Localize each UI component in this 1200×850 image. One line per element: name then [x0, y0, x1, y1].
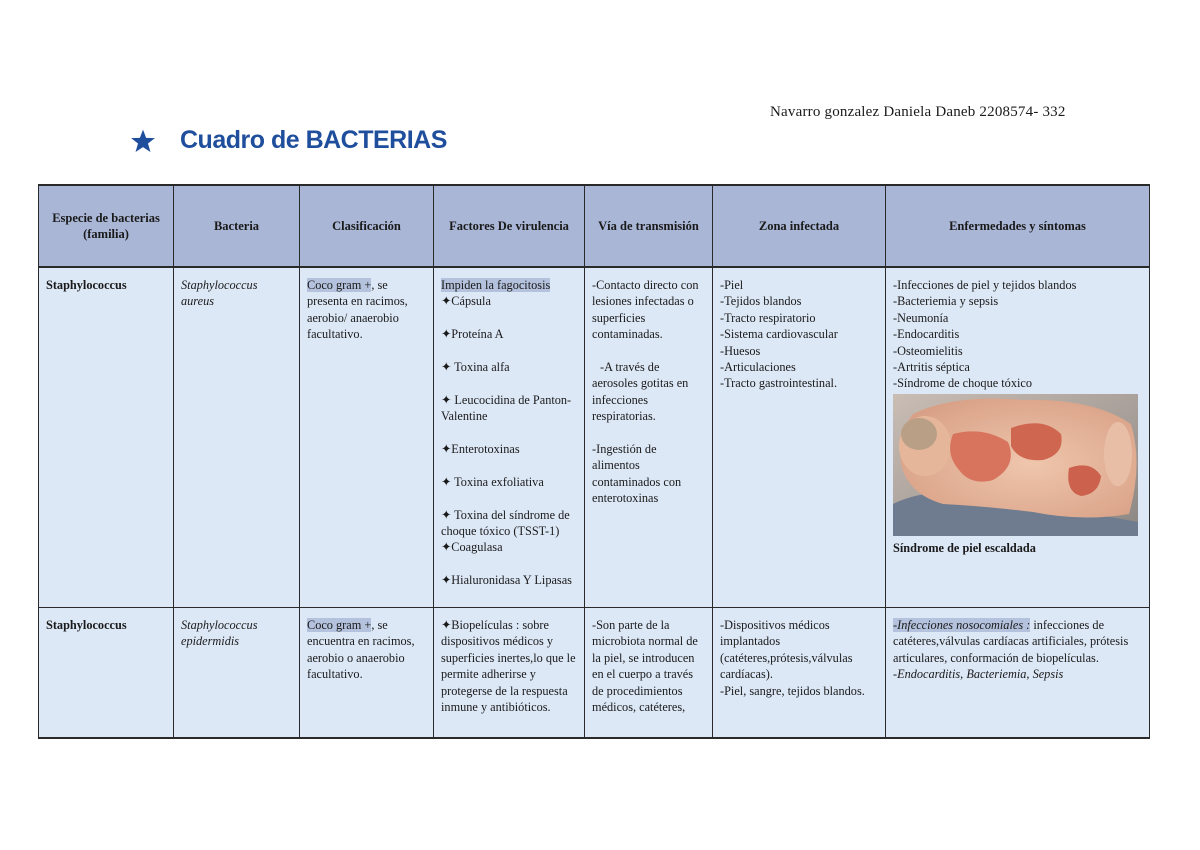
cell-transmision: [585, 267, 713, 608]
page-title: Cuadro de BACTERIAS: [180, 126, 447, 154]
table-row: [39, 267, 1150, 608]
enfermedad-item: -Osteomielitis: [893, 343, 963, 358]
table-row: [39, 608, 1150, 739]
enfermedad-item: -Artritis séptica: [893, 360, 970, 375]
zona-item: -Piel, sangre, tejidos blandos.: [720, 683, 865, 698]
cell-enfermedades: [886, 608, 1150, 739]
author-line: Navarro gonzalez Daniela Daneb 2208574- 332: [770, 104, 1066, 120]
zona-item: -Huesos: [720, 343, 761, 358]
transmision-item: -Ingestión de alimentos contaminados con enterotoxinas: [592, 442, 682, 506]
zona-item: -Tracto respiratorio: [720, 310, 816, 325]
header-clasificacion: Clasificación: [300, 185, 434, 267]
highlight-nosocomiales: -Infecciones nosocomiales :: [893, 618, 1031, 632]
header-row: [39, 185, 1150, 267]
header-virulencia: Factores De virulencia: [434, 185, 585, 267]
enfermedad-item: -Endocarditis: [893, 327, 960, 342]
cell-clasificacion: [300, 267, 434, 608]
image-caption: Síndrome de piel escaldada: [893, 540, 1036, 555]
enfermedad-item: -Bacteriemia y sepsis: [893, 294, 999, 309]
enfermedad-final: -Endocarditis, Bacteriemia, Sepsis: [893, 667, 1064, 682]
cell-especie: Staphylococcus: [39, 267, 174, 608]
zona-item: -Tracto gastrointestinal.: [720, 376, 838, 391]
transmision-item: -Contacto directo con lesiones infectadas o superficies contaminadas.: [592, 278, 699, 342]
virulencia-item: ✦ Toxina alfa: [441, 360, 510, 374]
virulencia-item: ✦Proteína A: [441, 327, 504, 342]
virulencia-heading: Impiden la fagocitosis: [441, 278, 551, 292]
header-enfermedades: Enfermedades y síntomas: [886, 185, 1150, 267]
clasificacion-text: , se encuentra en racimos, aerobio o anaerobio facultativo.: [307, 618, 415, 682]
virulencia-item: ✦Enterotoxinas: [441, 442, 520, 456]
highlight-gram: Coco gram +: [307, 278, 372, 292]
virulencia-item: ✦ Toxina exfoliativa: [441, 474, 544, 489]
header-transmision: Vía de transmisión: [585, 185, 713, 267]
cell-zona: [713, 608, 886, 739]
cell-bacteria: Staphylococcus aureus: [174, 267, 300, 608]
cell-transmision: -Son parte de la microbiota normal de la piel, se introducen en el cuerpo a través de procedimientos médicos, catéteres,: [585, 608, 713, 739]
virulencia-item: ✦ Leucocidina de Panton-Valentine: [441, 392, 572, 424]
highlight-gram: Coco gram +: [307, 618, 372, 632]
header-zona: Zona infectada: [713, 185, 886, 267]
zona-item: -Dispositivos médicos implantados (catéteres,prótesis,válvulas cardíacas).: [720, 618, 853, 682]
enfermedad-item: -Neumonía: [893, 310, 949, 325]
zona-item: -Piel: [720, 278, 744, 292]
header-bacteria: Bacteria: [174, 185, 300, 267]
title-row: [130, 126, 447, 155]
virulencia-item: ✦Hialuronidasa Y Lipasas: [441, 573, 572, 588]
enfermedad-item: -Síndrome de choque tóxico: [893, 376, 1032, 391]
bacteria-table: [38, 184, 1150, 739]
virulencia-item: ✦ Toxina del síndrome de choque tóxico (TSST-1) ✦Coagulasa: [441, 507, 570, 555]
header-especie: Especie de bacterias (familia): [39, 185, 174, 267]
cell-enfermedades: [886, 267, 1150, 608]
scalded-skin-photo: [893, 394, 1138, 536]
cell-especie: Staphylococcus: [39, 608, 174, 739]
clasificacion-text: , se presenta en racimos, aerobio/ anaerobio facultativo.: [307, 278, 408, 342]
zona-item: -Sistema cardiovascular: [720, 327, 838, 342]
cell-virulencia: ✦Biopelículas : sobre dispositivos médicos y superficies inertes,lo que le permite adherirse y protegerse de la respuesta inmune y antibióticos.: [434, 608, 585, 739]
enfermedad-text: infecciones de catéteres,válvulas cardíacas artificiales, prótesis articulares, conformación de biopelículas.: [893, 618, 1129, 665]
enfermedad-item: -Infecciones de piel y tejidos blandos: [893, 278, 1077, 292]
cell-zona: [713, 267, 886, 608]
star-icon: [130, 128, 156, 154]
zona-item: -Tejidos blandos: [720, 294, 802, 309]
cell-clasificacion: [300, 608, 434, 739]
zona-item: -Articulaciones: [720, 360, 796, 375]
cell-virulencia: [434, 267, 585, 608]
virulencia-item: ✦Cápsula: [441, 294, 491, 309]
cell-bacteria: Staphylococcus epidermidis: [174, 608, 300, 739]
transmision-item: -A través de aerosoles gotitas en infecciones respiratorias.: [592, 360, 689, 424]
